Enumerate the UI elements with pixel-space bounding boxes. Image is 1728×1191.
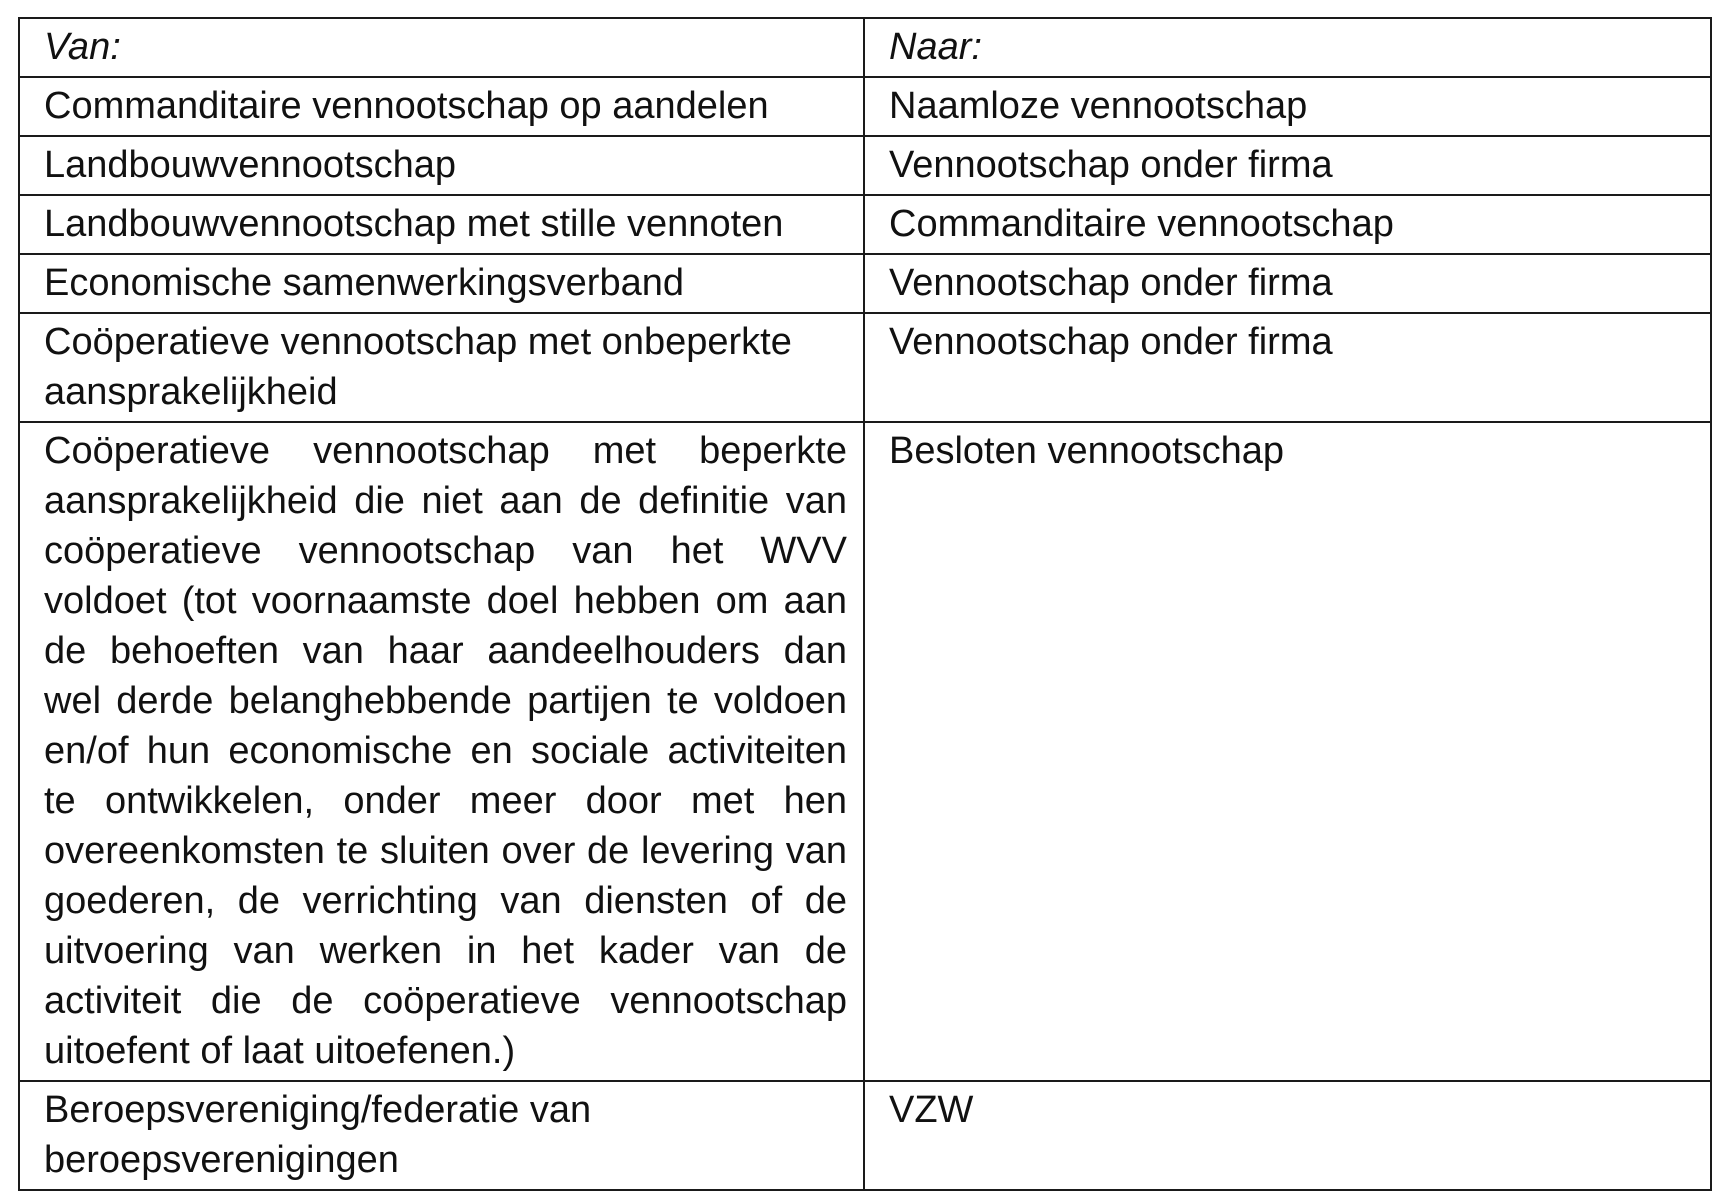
header-from: Van: — [19, 18, 864, 77]
cell-from: Beroepsvereniging/federatie van beroepsverenigingen — [19, 1081, 864, 1190]
cell-to: Naamloze vennootschap — [864, 77, 1711, 136]
table-row — [19, 195, 1711, 254]
table-row — [19, 422, 1711, 1081]
cell-to: Commanditaire vennootschap — [864, 195, 1711, 254]
header-row — [19, 18, 1711, 77]
cell-from: Coöperatieve vennootschap met onbeperkte aansprakelijkheid — [19, 313, 864, 422]
cell-from: Landbouwvennootschap met stille vennoten — [19, 195, 864, 254]
table-row — [19, 313, 1711, 422]
cell-from: Coöperatieve vennootschap met beperkte aansprakelijkheid die niet aan de definitie van coöperatieve vennootschap van het WVV voldoet (tot voornaamste doel hebben om aan de behoeften van haar aandeelhouders dan wel derde belanghebbende partijen te voldoen en/of hun economische en sociale activiteiten te ontwikkelen, onder meer door met hen overeenkomsten te sluiten over de levering van goederen, de verrichting van diensten of de uitvoering van werken in het kader van de activiteit die de coöperatieve vennootschap uitoefent of laat uitoefenen.) — [19, 422, 864, 1081]
cell-to: Besloten vennootschap — [864, 422, 1711, 1081]
table-header — [19, 18, 1711, 77]
cell-to: Vennootschap onder firma — [864, 313, 1711, 422]
table-row — [19, 77, 1711, 136]
table-row — [19, 1081, 1711, 1190]
cell-from: Economische samenwerkingsverband — [19, 254, 864, 313]
cell-to: VZW — [864, 1081, 1711, 1190]
table-row — [19, 254, 1711, 313]
table-row — [19, 136, 1711, 195]
cell-to: Vennootschap onder firma — [864, 254, 1711, 313]
header-to: Naar: — [864, 18, 1711, 77]
cell-from: Landbouwvennootschap — [19, 136, 864, 195]
conversion-table — [18, 17, 1712, 1191]
cell-to: Vennootschap onder firma — [864, 136, 1711, 195]
cell-from: Commanditaire vennootschap op aandelen — [19, 77, 864, 136]
table-body — [19, 77, 1711, 1190]
